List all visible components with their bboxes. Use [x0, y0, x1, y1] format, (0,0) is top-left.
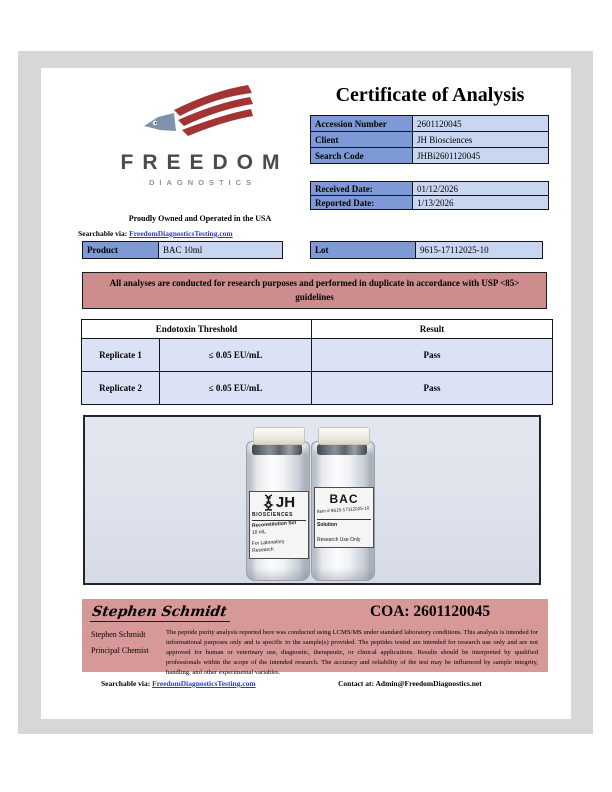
- chemist-role: Principal Chemist: [91, 646, 149, 655]
- vial-lot-line: Item # 9615-17112025-10: [316, 505, 370, 514]
- vial-right: [311, 441, 375, 581]
- replicate-1-result: Pass: [312, 339, 553, 372]
- replicate-1-threshold: ≤ 0.05 EU/mL: [160, 339, 312, 372]
- signature-handwriting: Stephen Schmidt: [90, 604, 232, 622]
- product-value: BAC 10ml: [159, 242, 283, 259]
- table-row: [311, 242, 543, 259]
- vial-left: [246, 441, 310, 581]
- reported-date-value: 1/13/2026: [413, 196, 549, 210]
- client-label: Client: [311, 132, 413, 148]
- logo-brand-text: FREEDOM: [120, 151, 289, 174]
- searchable-label: Searchable via:: [78, 229, 128, 238]
- replicate-2-label: Replicate 2: [82, 372, 160, 405]
- accession-info-table: [310, 115, 549, 164]
- vial-crimp-seal: [317, 444, 367, 455]
- vial-left-line2: 10 mL: [251, 529, 267, 536]
- vial-cap: [253, 427, 305, 445]
- received-date-value: 01/12/2026: [413, 182, 549, 196]
- freedom-diagnostics-logo: [80, 84, 320, 187]
- searchable-line: [78, 229, 233, 238]
- dna-icon: [263, 494, 274, 511]
- dates-table: [310, 181, 549, 210]
- label-divider: [317, 519, 371, 520]
- accession-number-value: 2601120045: [413, 116, 549, 132]
- vial-cap: [318, 427, 370, 445]
- search-code-value: JHBi2601120045: [413, 148, 549, 164]
- result-header: Result: [312, 320, 553, 339]
- vial-left-line1: Reconstitution Sol: [251, 519, 297, 529]
- coa-number: COA: 2601120045: [369, 603, 491, 620]
- received-date-label: Received Date:: [311, 182, 413, 196]
- footer-searchable-link[interactable]: FreedomDiagnosticsTesting.com: [152, 679, 256, 688]
- vial-left-line3: For Laboratory Research: [251, 538, 285, 554]
- table-row: [83, 242, 283, 259]
- replicate-2-result: Pass: [312, 372, 553, 405]
- product-vials-photo: [83, 415, 541, 585]
- analysis-disclaimer: The peptide purity analysis reported here was conducted using LCMS/MS under standard laboratory conditions. This analysis is intended for informational purposes only and is specific to the sample(s) provided. The peptides tested are intended for research use only and are not approved for human or veterinary use, diagnostic, therapeutic, or clinical applications. Results should be interpreted by qualified professionals within the scope of the intended research. The accuracy and reliability of the test may be influenced by sample integrity, handling, and other experimental variables.: [166, 629, 538, 676]
- vial-brand-initials: JH: [275, 494, 296, 511]
- table-row: [82, 339, 553, 372]
- search-code-label: Search Code: [311, 148, 413, 164]
- vial-brand-sub: BIOSCIENCES: [252, 512, 294, 518]
- table-row: [311, 148, 549, 164]
- lot-value: 9615-17112025-10: [416, 242, 543, 259]
- vial-right-line2: Research Use Only: [317, 537, 361, 544]
- logo-sub-text: DIAGNOSTICS: [148, 178, 257, 187]
- lot-table: [310, 241, 543, 259]
- endotoxin-results-table: [81, 319, 553, 405]
- searchable-link[interactable]: FreedomDiagnosticsTesting.com: [129, 229, 233, 238]
- vial-left-label: [249, 491, 309, 559]
- replicate-2-threshold: ≤ 0.05 EU/mL: [160, 372, 312, 405]
- product-table: [82, 241, 283, 259]
- table-row: [311, 116, 549, 132]
- product-label: Product: [83, 242, 159, 259]
- footer-searchable-line: [101, 679, 256, 688]
- vial-crimp-seal: [252, 444, 302, 455]
- page-frame: [18, 51, 593, 734]
- lot-label: Lot: [311, 242, 416, 259]
- chemist-name: Stephen Schmidt: [91, 630, 146, 639]
- tagline: Proudly Owned and Operated in the USA: [128, 214, 272, 223]
- table-row: [311, 196, 549, 210]
- eagle-wing-icon: [134, 84, 266, 150]
- vial-right-line1: Solution: [317, 522, 337, 529]
- vial-product-name: BAC: [329, 492, 359, 506]
- vial-right-label: [314, 487, 374, 548]
- reported-date-label: Reported Date:: [311, 196, 413, 210]
- table-row: [82, 372, 553, 405]
- client-value: JH Biosciences: [413, 132, 549, 148]
- footer-searchable-label: Searchable via:: [101, 679, 151, 688]
- results-header-row: [82, 320, 553, 339]
- replicate-1-label: Replicate 1: [82, 339, 160, 372]
- table-row: [311, 132, 549, 148]
- signature-block: [82, 599, 548, 676]
- accession-number-label: Accession Number: [311, 116, 413, 132]
- footer-contact: Contact at: Admin@FreedomDiagnostics.net: [338, 679, 482, 688]
- table-row: [311, 182, 549, 196]
- usp-guidelines-banner: All analyses are conducted for research purposes and performed in duplicate in accordance with USP <85> guidelines: [82, 272, 547, 309]
- document-sheet: [41, 68, 571, 719]
- page-title: Certificate of Analysis: [335, 84, 525, 106]
- endotoxin-threshold-header: Endotoxin Threshold: [82, 320, 312, 339]
